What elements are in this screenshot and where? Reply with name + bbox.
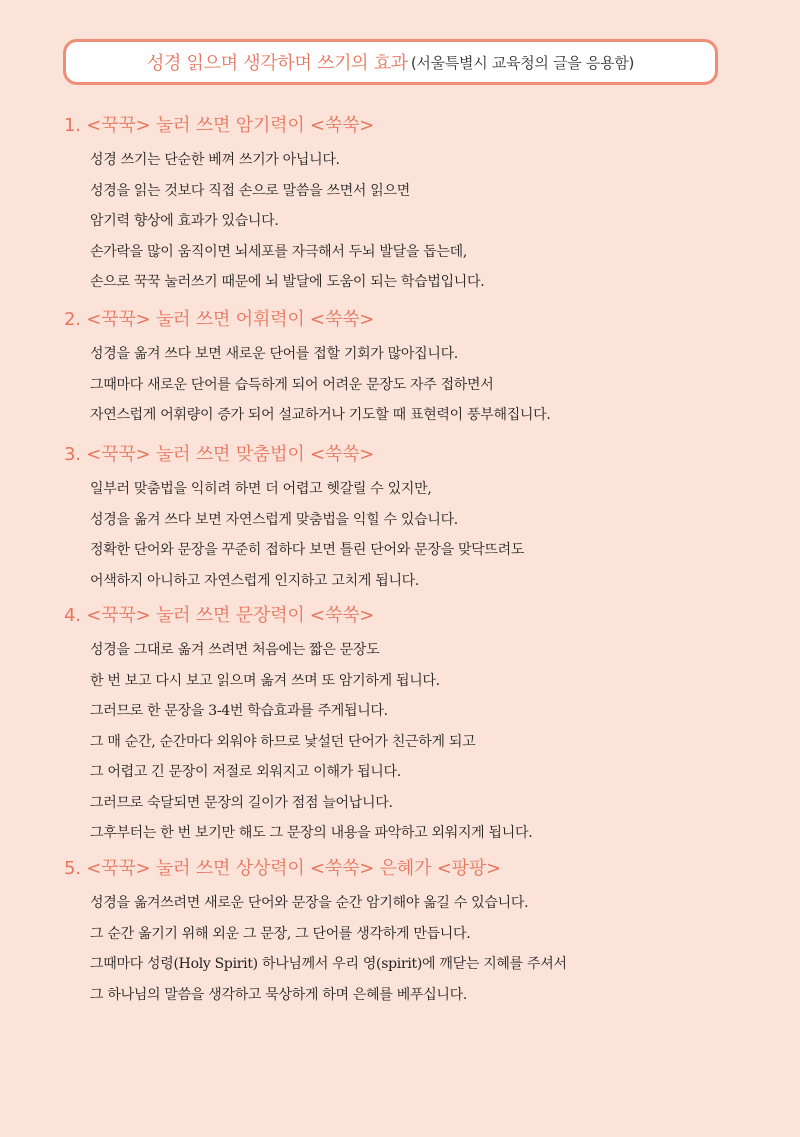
body-line: 그때마다 새로운 단어를 습득하게 되어 어려운 문장도 자주 접하면서 [90, 376, 494, 393]
body-line: 어색하지 아니하고 자연스럽게 인지하고 고치게 됩니다. [90, 572, 420, 589]
page-title: 성경 읽으며 생각하며 쓰기의 효과 [146, 53, 408, 74]
body-line: 일부러 맞춤법을 익히려 하면 더 어렵고 헷갈릴 수 있지만, [90, 481, 432, 497]
section-1 [64, 113, 764, 298]
body-line: 암기력 향상에 효과가 있습니다. [90, 213, 279, 229]
section-4 [64, 603, 764, 849]
section-5 [64, 856, 764, 1010]
section-title: 1. <꾹꾹> 눌러 쓰면 암기력이 <쑥쑥> [64, 115, 375, 136]
body-line: 그후부터는 한 번 보기만 해도 그 문장의 내용을 파악하고 외워지게 됩니다. [90, 825, 533, 841]
body-line: 그러므로 한 문장을 3-4번 학습효과를 주게됩니다. [90, 703, 388, 719]
body-line: 그 순간 옮기기 위해 외운 그 문장, 그 단어를 생각하게 만듭니다. [90, 925, 471, 942]
body-line: 한 번 보고 다시 보고 읽으며 옮겨 쓰며 또 암기하게 됩니다. [90, 672, 440, 689]
body-line: 그 하나님의 말씀을 생각하고 묵상하게 하며 은혜를 베푸십니다. [90, 986, 468, 1003]
page-subtitle: (서울특별시 교육청의 글을 응용함) [410, 53, 635, 72]
body-line: 성경을 그대로 옮겨 쓰려면 처음에는 짧은 문장도 [90, 642, 380, 658]
section-title: 3. <꾹꾹> 눌러 쓰면 맞춤법이 <쑥쑥> [64, 444, 375, 465]
body-line: 성경을 옮겨쓰려면 새로운 단어와 문장을 순간 암기해야 옮길 수 있습니다. [90, 895, 529, 911]
section-title: 5. <꾹꾹> 눌러 쓰면 상상력이 <쑥쑥> 은혜가 <팡팡> [64, 858, 501, 879]
body-line: 성경 쓰기는 단순한 베껴 쓰기가 아닙니다. [90, 152, 340, 168]
body-line: 그때마다 성령(Holy Spirit) 하나님께서 우리 영(spirit)에 깨닫는 지혜를 주셔서 [90, 956, 567, 972]
body-line: 그 매 순간, 순간마다 외워야 하므로 낯설던 단어가 친근하게 되고 [90, 733, 476, 750]
section-2 [64, 307, 764, 431]
body-line: 손가락을 많이 움직이면 뇌세포를 자극해서 두뇌 발달을 돕는데, [90, 243, 468, 260]
body-line: 성경을 옮겨 쓰다 보면 자연스럽게 맞춤법을 익힐 수 있습니다. [90, 511, 458, 528]
section-title: 2. <꾹꾹> 눌러 쓰면 어휘력이 <쑥쑥> [64, 309, 375, 330]
title-box [63, 39, 718, 85]
section-title: 4. <꾹꾹> 눌러 쓰면 문장력이 <쑥쑥> [64, 605, 375, 626]
section-3 [64, 442, 764, 596]
body-line: 그 어렵고 긴 문장이 저절로 외워지고 이해가 됩니다. [90, 764, 401, 780]
body-line: 정확한 단어와 문장을 꾸준히 접하다 보면 틀린 단어와 문장을 맞닥뜨려도 [90, 542, 525, 558]
body-line: 자연스럽게 어휘량이 증가 되어 설교하거나 기도할 때 표현력이 풍부해집니다. [90, 407, 551, 423]
body-line: 손으로 꾹꾹 눌러쓰기 때문에 뇌 발달에 도움이 되는 학습법입니다. [90, 274, 485, 290]
body-line: 그러므로 숙달되면 문장의 길이가 점점 늘어납니다. [90, 794, 393, 811]
body-line: 성경을 읽는 것보다 직접 손으로 말씀을 쓰면서 읽으면 [90, 182, 410, 199]
body-line: 성경을 옮겨 쓰다 보면 새로운 단어를 접할 기회가 많아집니다. [90, 346, 458, 362]
